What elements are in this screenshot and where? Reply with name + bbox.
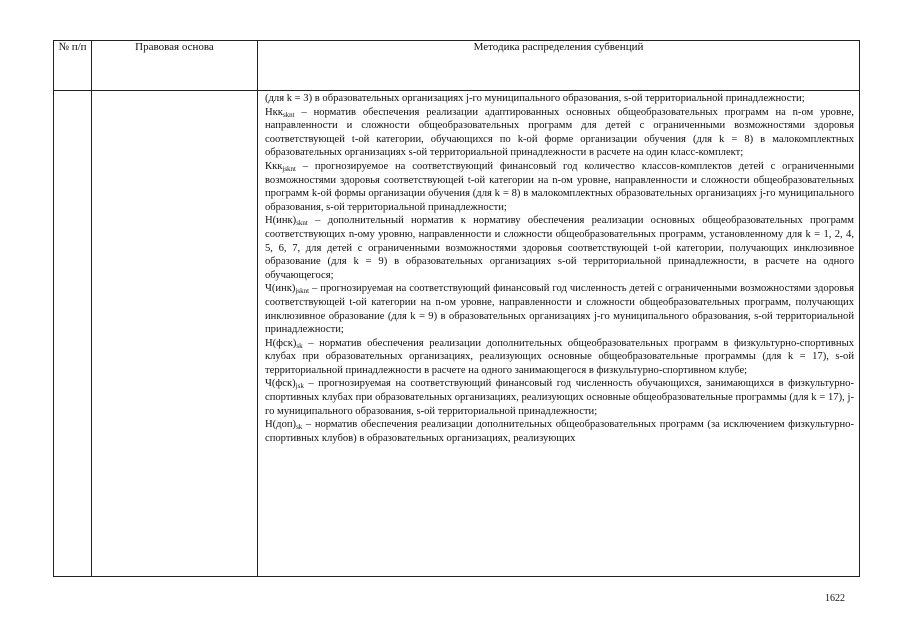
paragraph-term: Н(доп) [265, 419, 297, 431]
paragraph-term: Н(инк) [265, 215, 297, 227]
paragraph-term: Ккк [265, 160, 283, 172]
paragraph-term-subscript: jsknt [282, 164, 296, 173]
paragraph-definition: – прогнозируемая на соответствующий финансовый год численность детей с ограниченными возможностями здоровья соответствующей t-ой категории на n-ом уровне, направленности и сложности общеобразовательных программ, получающих инклюзивное образование (для k = 9) в образовательных организациях j-го муниципального образования, s-ой территориальной принадлежности; [265, 283, 854, 336]
paragraph-term: Ч(инк) [265, 283, 296, 295]
paragraph-term: (для k = 3) в образовательных организациях j-го муниципального образования, s-ой территориальной принадлежности; [265, 93, 805, 104]
paragraph-term-subscript: sk [296, 423, 303, 432]
table-row [54, 91, 860, 577]
paragraph-term-subscript: sknt [282, 110, 295, 119]
paragraph-definition: – норматив обеспечения реализации дополнительных общеобразовательных программ (за исключением физкультурно-спортивных клубов) в образовательных организациях, реализующих [265, 419, 854, 444]
paragraph-term: Ч(фск) [265, 378, 296, 390]
paragraph-term-subscript: sknt [296, 219, 308, 228]
methodology-paragraph [265, 92, 854, 106]
methodology-paragraph [265, 418, 854, 445]
methodology-paragraph [265, 106, 854, 160]
paragraph-term-subscript: sk [296, 341, 303, 350]
header-num: № п/п [54, 41, 92, 91]
cell-num [54, 91, 92, 577]
cell-methodology [258, 91, 860, 577]
table-header-row [54, 41, 860, 91]
paragraph-term: Н(фск) [265, 337, 297, 349]
page-number: 1622 [825, 593, 845, 604]
paragraph-definition: – прогнозируемая на соответствующий финансовый год численность обучающихся, занимающихся в физкультурно-спортивных клубах при образовательных организациях, реализующих основные общеобразовательные программы (для k = 17), j-го муниципального образования, s-ой территориальной принадлежности; [265, 378, 854, 417]
header-legal-basis: Правовая основа [92, 41, 258, 91]
methodology-text [258, 91, 859, 576]
cell-legal-basis [92, 91, 258, 577]
paragraph-definition: – норматив обеспечения реализации адаптированных основных общеобразовательных программ на n-ом уровне, направленности и сложности общеобразовательных программ для детей с ограниченными возможностями здоровья соответствующей t-ой категории, обучающихся по k-ой форме организации обучения (для k = 8) в малокомплектных образовательных организациях s-ой территориальной принадлежности в расчете на один класс-комплект; [265, 106, 854, 159]
paragraph-term-subscript: jsk [295, 382, 304, 391]
paragraph-term: Нкк [265, 106, 283, 118]
header-methodology: Методика распределения субвенций [258, 41, 860, 91]
methodology-paragraph [265, 282, 854, 336]
methodology-paragraph [265, 160, 854, 214]
subsidy-table [53, 40, 860, 577]
paragraph-term-subscript: jsknt [295, 287, 310, 296]
paragraph-definition: – прогнозируемое на соответствующий финансовый год количество классов-комплектов детей с ограниченными возможностями здоровья соответствующей t-ой категории на n-ом уровне, направленности и сложности общеобразовательных программ k-ой формы организации обучения (для k = 8) в малокомплектных образовательных организациях j-го муниципального образования, s-ой территориальной принадлежности; [265, 160, 854, 213]
methodology-paragraph [265, 337, 854, 378]
paragraph-definition: – норматив обеспечения реализации дополнительных общеобразовательных программ в физкультурно-спортивных клубах при образовательных организациях, реализующих основные общеобразовательные программы (для k = 17), s-ой территориальной принадлежности в расчете на одного занимающегося в физкультурно-спортивном клубе; [265, 337, 854, 376]
methodology-paragraph [265, 377, 854, 418]
paragraph-definition: – дополнительный норматив к нормативу обеспечения реализации основных общеобразовательных программ соответствующих n-ому уровню, направленности и сложности общеобразовательных программ, установленному для k = 1, 2, 4, 5, 6, 7, для детей с ограниченными возможностями здоровья соответствующей t-ой категории, получающих инклюзивное образование (для k = 9) в образовательных организациях s-ой территориальной принадлежности, в расчете на одного обучающегося; [265, 215, 854, 281]
methodology-paragraph [265, 214, 854, 282]
